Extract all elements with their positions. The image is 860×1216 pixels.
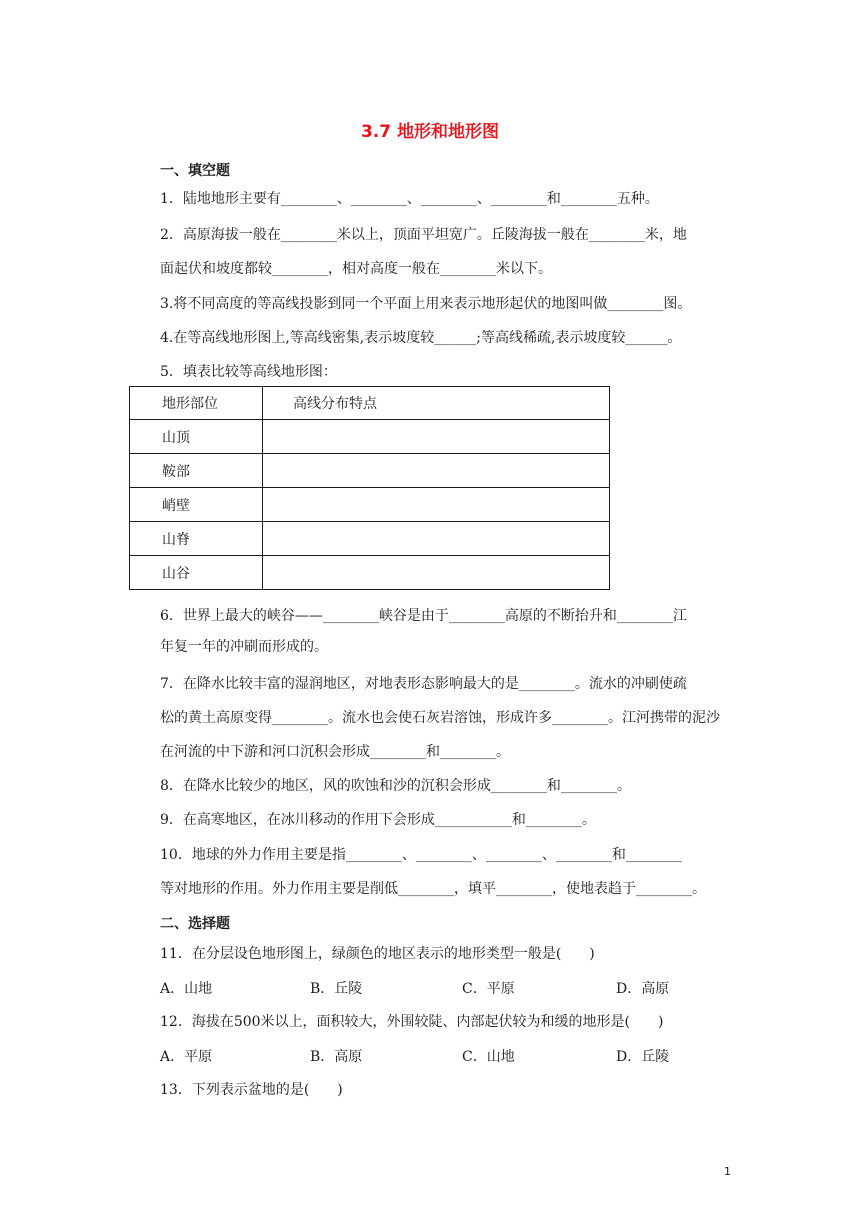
table-row-label: 山顶 (130, 420, 263, 454)
option-a[interactable]: A．山地 (160, 981, 213, 997)
question-5: 5．填表比较等高线地形图： (160, 364, 337, 380)
section-heading-multiple-choice: 二、选择题 (160, 916, 230, 932)
table-header-cell: 高线分布特点 (263, 387, 610, 420)
page-title: 3.7 地形和地形图 (360, 122, 500, 142)
table-answer-cell[interactable] (263, 522, 610, 556)
table-row (130, 488, 610, 522)
question-13: 13．下列表示盆地的是( ) (160, 1082, 343, 1098)
table-header-row (130, 387, 610, 420)
question-2-line-2: 面起伏和坡度都较________，相对高度一般在________米以下。 (160, 261, 552, 277)
question-7-line-3: 在河流的中下游和河口沉积会形成________和________。 (160, 744, 510, 760)
question-11: 11．在分层设色地形图上，绿颜色的地区表示的地形类型一般是( ) (160, 946, 595, 962)
option-d[interactable]: D．丘陵 (616, 1049, 670, 1065)
question-3: 3.将不同高度的等高线投影到同一个平面上用来表示地形起伏的地图叫做________图。 (160, 296, 692, 312)
question-4: 4.在等高线地形图上,等高线密集,表示坡度较______;等高线稀疏,表示坡度较______。 (160, 330, 682, 346)
question-7-line-2: 松的黄土高原变得________。流水也会使石灰岩溶蚀，形成许多________。江河携带的泥沙 (160, 710, 720, 726)
table-answer-cell[interactable] (263, 556, 610, 590)
table-row (130, 420, 610, 454)
question-12: 12．海拔在500米以上，面积较大，外围较陡、内部起伏较为和缓的地形是( ) (160, 1014, 664, 1030)
table-row (130, 522, 610, 556)
option-b[interactable]: B．高原 (310, 1049, 363, 1065)
table-header-cell: 地形部位 (130, 387, 263, 420)
table-row-label: 山谷 (130, 556, 263, 590)
section-heading-fill-in: 一、填空题 (160, 163, 230, 179)
option-c[interactable]: C．平原 (462, 981, 515, 997)
question-10-line-2: 等对地形的作用。外力作用主要是削低________，填平________，使地表趋于________。 (160, 881, 706, 897)
table-row-label: 山脊 (130, 522, 263, 556)
question-7-line-1: 7．在降水比较丰富的湿润地区，对地表形态影响最大的是________。流水的冲刷使疏 (160, 676, 687, 692)
table-answer-cell[interactable] (263, 488, 610, 522)
contour-comparison-table (129, 386, 610, 590)
table-answer-cell[interactable] (263, 420, 610, 454)
page-number: 1 (724, 1165, 731, 1178)
table-answer-cell[interactable] (263, 454, 610, 488)
question-2-line-1: 2．高原海拔一般在________米以上，顶面平坦宽广。丘陵海拔一般在________米，地 (160, 227, 687, 243)
question-6-line-2: 年复一年的冲刷而形成的。 (160, 639, 328, 655)
table-row-label: 鞍部 (130, 454, 263, 488)
table-row (130, 556, 610, 590)
option-d[interactable]: D．高原 (616, 981, 670, 997)
option-c[interactable]: C．山地 (462, 1049, 515, 1065)
table-row (130, 454, 610, 488)
question-8: 8．在降水比较少的地区，风的吹蚀和沙的沉积会形成________和________。 (160, 778, 631, 794)
question-6-line-1: 6．世界上最大的峡谷——________峡谷是由于________高原的不断抬升和________江 (160, 608, 687, 624)
table-row-label: 峭壁 (130, 488, 263, 522)
option-a[interactable]: A．平原 (160, 1049, 213, 1065)
option-b[interactable]: B．丘陵 (310, 981, 363, 997)
question-9: 9．在高寒地区，在冰川移动的作用下会形成___________和________。 (160, 812, 596, 828)
question-10-line-1: 10．地球的外力作用主要是指________、________、________、________和________ (160, 847, 682, 863)
question-1: 1．陆地地形主要有________、________、________、________和________五种。 (160, 191, 659, 207)
